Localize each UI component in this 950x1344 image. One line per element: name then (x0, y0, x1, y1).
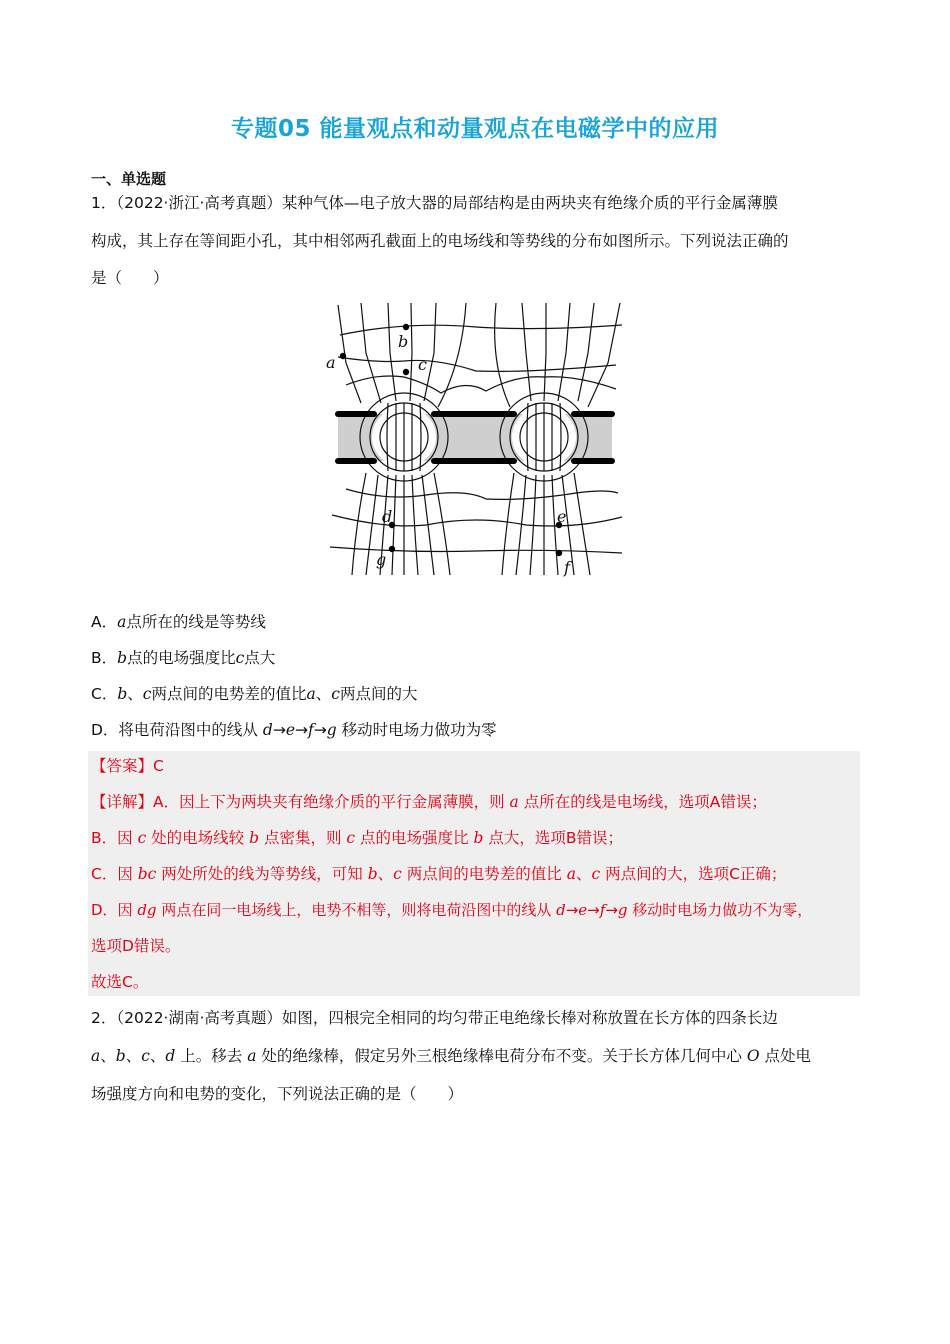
q1-stem-line-3: 是（ ） (91, 269, 169, 287)
label-g: g (376, 550, 387, 569)
detail-line-5: 选项D错误。 (91, 937, 181, 955)
point-a (340, 353, 346, 359)
q1-option-d: D．将电荷沿图中的线从 d→e→f→g 移动时电场力做功为零 (91, 721, 497, 739)
q2-stem-line-2: a、b、c、d 上。移去 a 处的绝缘棒，假定另外三根绝缘棒电荷分布不变。关于长方体几何中心 O 点处电 (91, 1047, 811, 1065)
point-g (389, 546, 395, 552)
label-f: f (564, 558, 570, 577)
point-b (403, 324, 409, 330)
electric-field-figure (326, 303, 624, 579)
label-b: b (398, 332, 409, 351)
detail-line-4: D．因 dg 两点在同一电场线上，电势不相等，则将电荷沿图中的线从 d→e→f→g 移动时电场力做功不为零， (91, 901, 813, 919)
detail-line-1: 【详解】A．因上下为两块夹有绝缘介质的平行金属薄膜，则 a 点所在的线是电场线，选项A错误； (91, 793, 767, 811)
conclusion: 故选C。 (91, 973, 149, 991)
detail-line-2: B．因 c 处的电场线较 b 点密集，则 c 点的电场强度比 b 点大，选项B错误； (91, 829, 623, 847)
label-e: e (557, 507, 567, 526)
label-d: d (382, 507, 393, 526)
label-c: c (418, 355, 427, 374)
q1-stem-line-1: 1．（2022·浙江·高考真题）某种气体—电子放大器的局部结构是由两块夹有绝缘介质的平行金属薄膜 (91, 194, 778, 212)
detail-line-3: C．因 bc 两处所处的线为等势线，可知 b、c 两点间的电势差的值比 a、c 两点间的大，选项C正确； (91, 865, 787, 883)
q1-option-a: A．a点所在的线是等势线 (91, 613, 266, 631)
q2-stem-line-1: 2．（2022·湖南·高考真题）如图，四根完全相同的均匀带正电绝缘长棒对称放置在长方体的四条长边 (91, 1009, 778, 1027)
q2-stem-line-3: 场强度方向和电势的变化，下列说法正确的是（ ） (91, 1085, 464, 1103)
q1-option-c: C．b、c两点间的电势差的值比a、c两点间的大 (91, 685, 418, 703)
section-heading: 一、单选题 (91, 170, 167, 188)
point-c (403, 369, 409, 375)
q1-option-b: B．b点的电场强度比c点大 (91, 649, 276, 667)
q1-stem-line-2: 构成，其上存在等间距小孔，其中相邻两孔截面上的电场线和等势线的分布如图所示。下列说法正确的 (91, 232, 789, 250)
answer-label: 【答案】C (91, 757, 164, 775)
label-a: a (326, 353, 336, 372)
page-title: 专题05 能量观点和动量观点在电磁学中的应用 (230, 116, 719, 142)
point-f (556, 550, 562, 556)
